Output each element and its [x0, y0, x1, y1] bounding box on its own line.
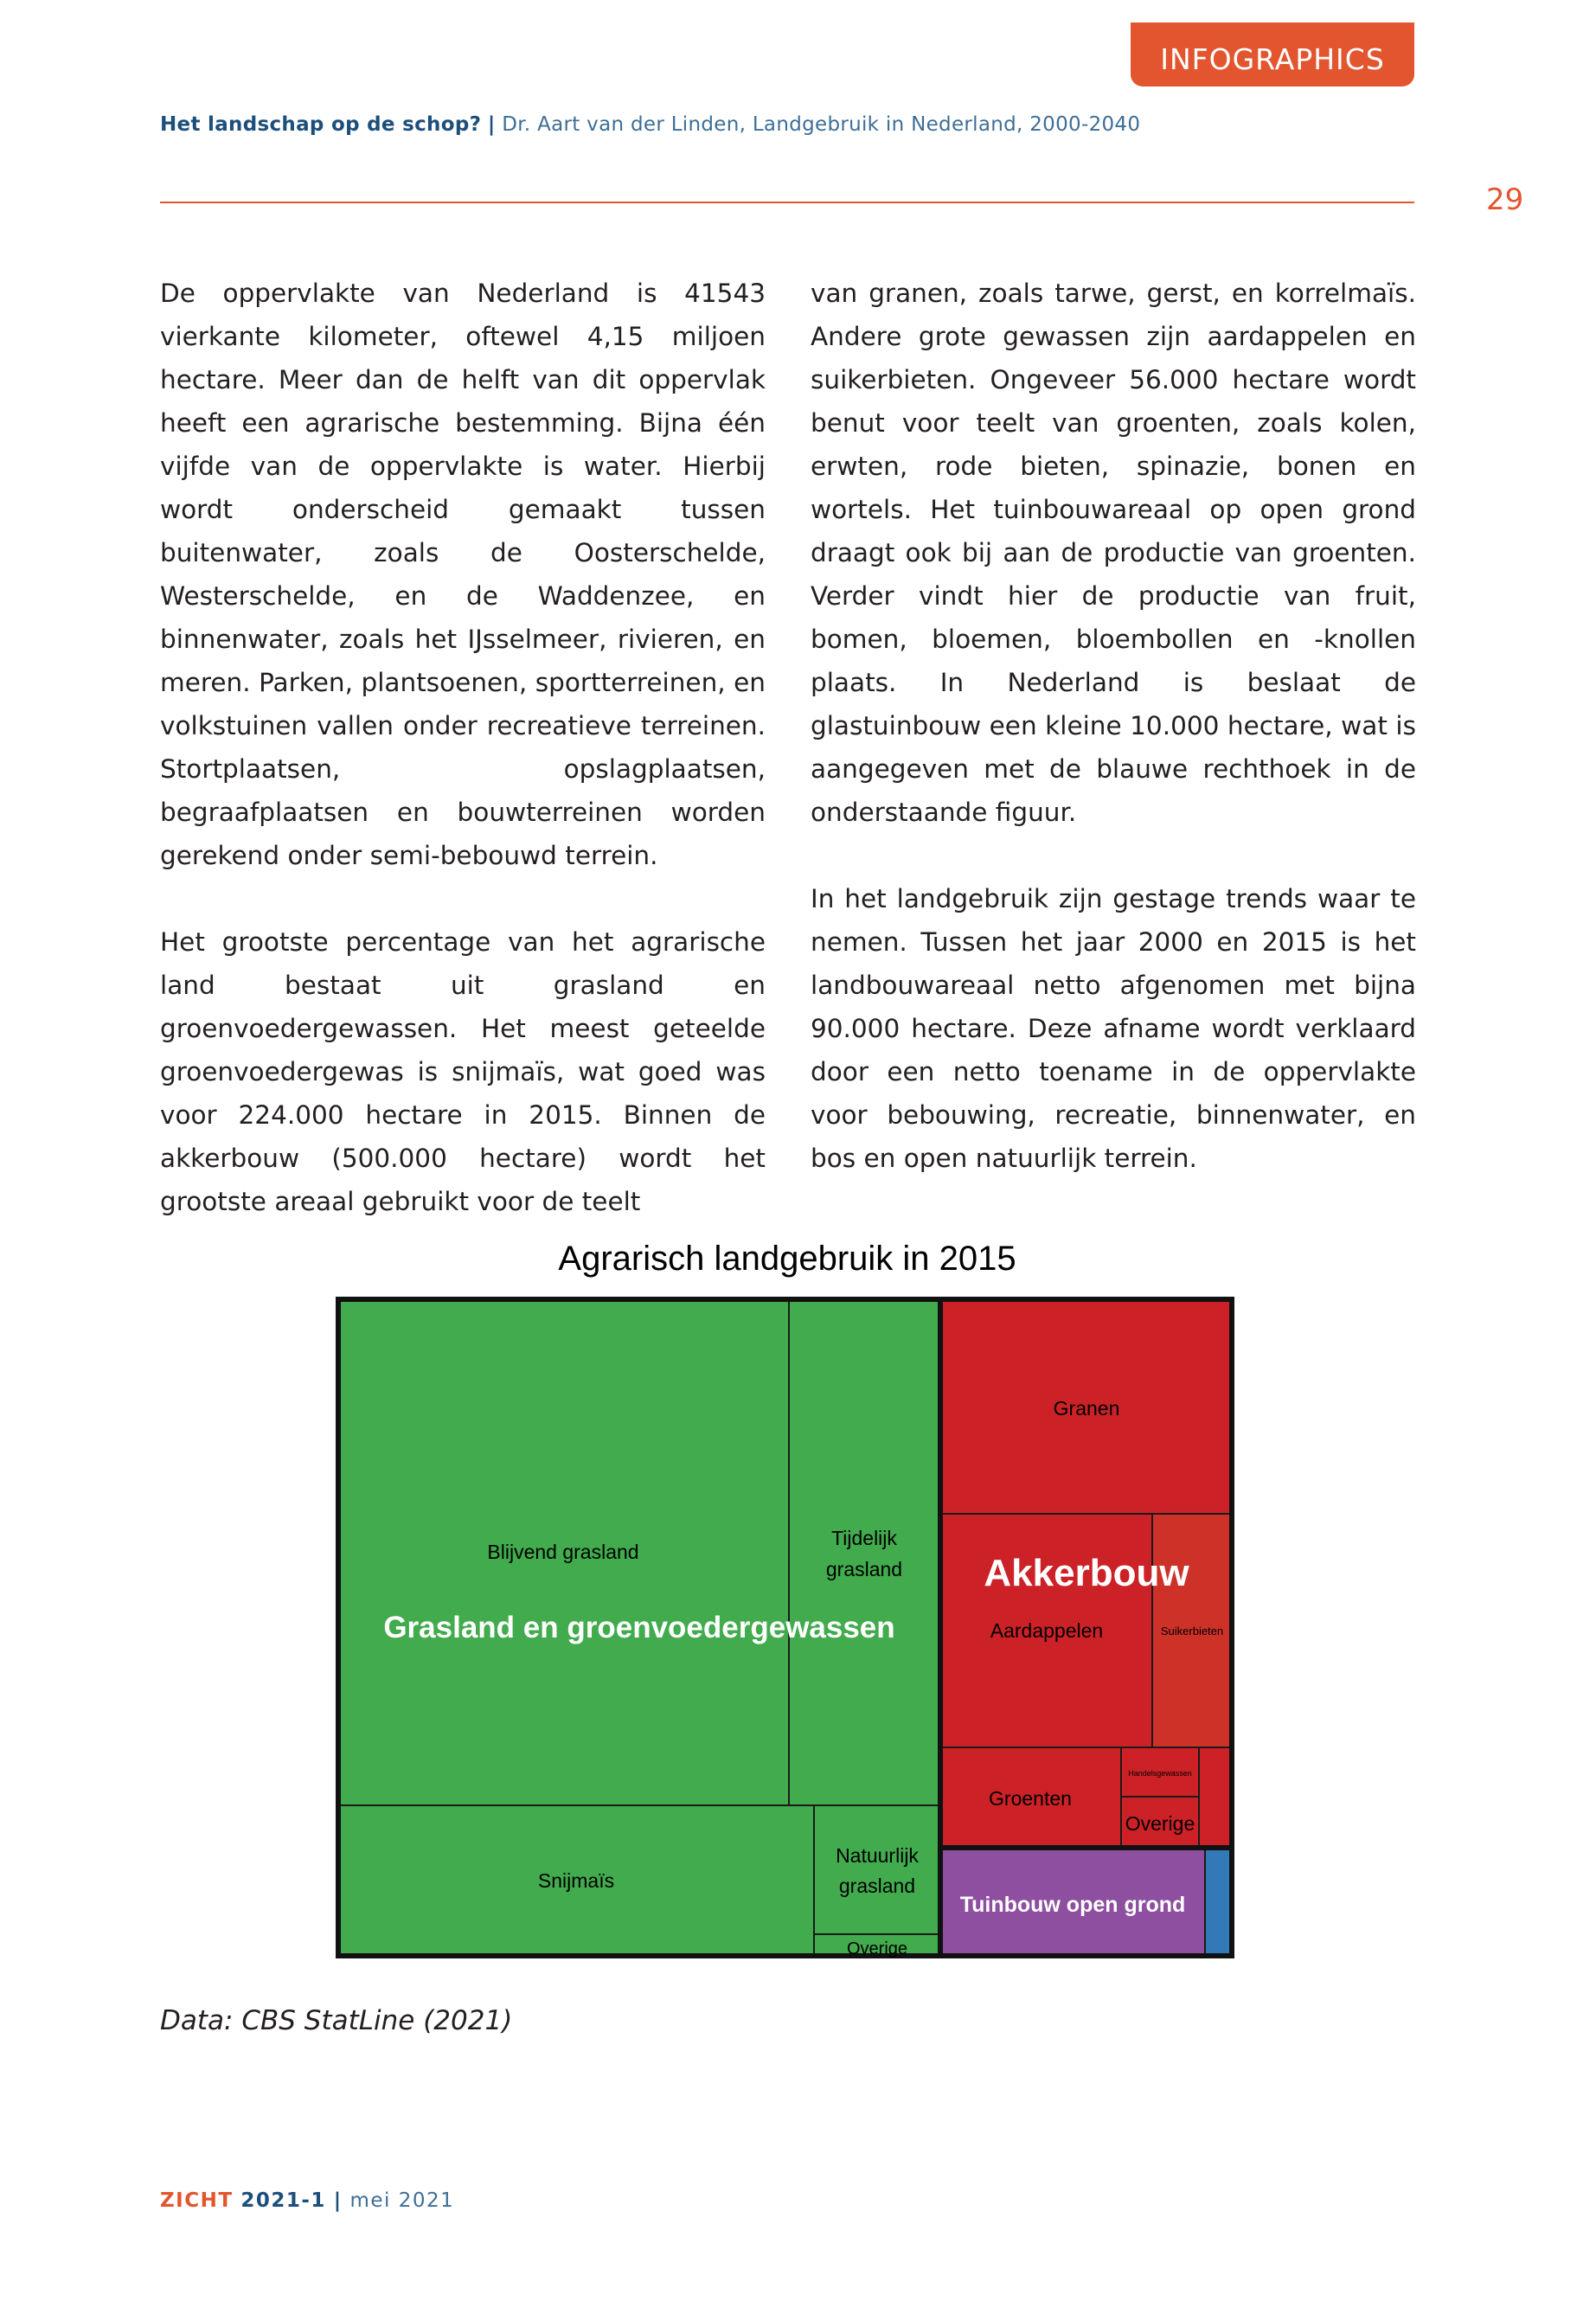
- source-line: Dr. Aart van der Linden, Landgebruik in Nederland, 2000-2040: [502, 113, 1141, 136]
- label-groenten: Groenten: [989, 1787, 1072, 1810]
- label-suikerbieten: Suikerbieten: [1160, 1625, 1224, 1638]
- group-label-akkerbouw: Akkerbouw: [984, 1552, 1189, 1594]
- footer: [160, 2189, 454, 2212]
- page-number: 29: [1486, 183, 1524, 217]
- label-grasland-overige: Overige: [846, 1939, 908, 1958]
- group-label-grasland: Grasland en groenvoedergewassen: [383, 1611, 895, 1644]
- label-natuurlijk-grasland-2: grasland: [838, 1875, 916, 1897]
- chart-caption: Data: CBS StatLine (2021): [160, 2005, 513, 2036]
- label-granen: Granen: [1053, 1397, 1120, 1420]
- tile-natuurlijk-grasland: [814, 1805, 940, 1934]
- label-tijdelijk-grasland-2: grasland: [825, 1558, 903, 1580]
- tile-glastuinbouw: [1205, 1848, 1232, 1956]
- footer-brand: ZICHT: [160, 2189, 234, 2212]
- label-tijdelijk-grasland-1: Tijdelijk: [831, 1527, 897, 1549]
- label-blijvend-grasland: Blijvend grasland: [487, 1541, 639, 1563]
- paragraph: In het landgebruik zijn gestage trends waar te nemen. Tussen het jaar 2000 en 2015 is het landbouwareaal netto afgenomen met bijna 90.000 hectare. Deze afname wordt verklaard door een netto toename in de oppervlakte voor bebouwing, recreatie, binnenwater, en bos en open natuurlijk terrein.: [811, 884, 1416, 1173]
- label-natuurlijk-grasland-1: Natuurlijk: [836, 1844, 919, 1867]
- footer-date: mei 2021: [349, 2189, 455, 2212]
- footer-separator: |: [333, 2189, 343, 2212]
- footer-issue: 2021-1: [240, 2189, 326, 2212]
- header-separator: |: [487, 113, 496, 136]
- label-snijmais: Snijmaïs: [537, 1869, 615, 1892]
- label-akkerbouw-overige: Overige: [1125, 1812, 1195, 1835]
- group-label-tuinbouw: Tuinbouw open grond: [959, 1893, 1186, 1917]
- paragraph: De oppervlakte van Nederland is 41543 vierkante kilometer, oftewel 4,15 miljoen hectare. Meer dan de helft van dit oppervlak heeft een agrarische bestemming. Bijna één vijfde van de oppervlakte is water. Hierbij wordt onderscheid gemaakt tussen buitenwater, zoals de Oosterschelde, Westerschelde, en de Waddenzee, en binnenwater, zoals het IJsselmeer, rivieren, en meren. Parken, plantsoenen, sportterreinen, en volkstuinen vallen onder recreatieve terreinen. Stortplaatsen, opslagplaatsen, begraafplaatsen en bouwterreinen worden gerekend onder semi-bebouwd terrein.: [160, 279, 766, 870]
- label-aardappelen: Aardappelen: [990, 1619, 1104, 1642]
- article-title: Het landschap op de schop?: [160, 113, 482, 136]
- tile-akkerbouw-rest: [1199, 1747, 1232, 1848]
- label-handelsgewassen: Handelsgewassen: [1128, 1769, 1192, 1778]
- tile-tijdelijk-grasland: [789, 1299, 940, 1805]
- section-tab[interactable]: INFOGRAPHICS: [1131, 22, 1414, 87]
- paragraph: van granen, zoals tarwe, gerst, en korrelmaïs. Andere grote gewassen zijn aardappelen en suikerbieten. Ongeveer 56.000 hectare wordt benut voor teelt van groenten, zoals kolen, erwten, rode bieten, spinazie, bonen en wortels. Het tuinbouwareaal op open grond draagt ook bij aan de productie van groenten. Verder vindt hier de productie van fruit, bomen, bloemen, bloembollen en -knollen plaats. In Nederland is beslaat de glastuinbouw een kleine 10.000 hectare, wat is aangegeven met de blauwe rechthoek in de onderstaande figuur.: [811, 279, 1416, 827]
- paragraph: Het grootste percentage van het agrarische land bestaat uit grasland en groenvoedergewassen. Het meest geteelde groenvoedergewas is snijmaïs, wat goed was voor 224.000 hectare in 2015. Binnen de akkerbouw (500.000 hectare) wordt het grootste areaal gebruikt voor de teelt: [160, 927, 766, 1216]
- chart-title: Agrarisch landgebruik in 2015: [558, 1240, 1016, 1278]
